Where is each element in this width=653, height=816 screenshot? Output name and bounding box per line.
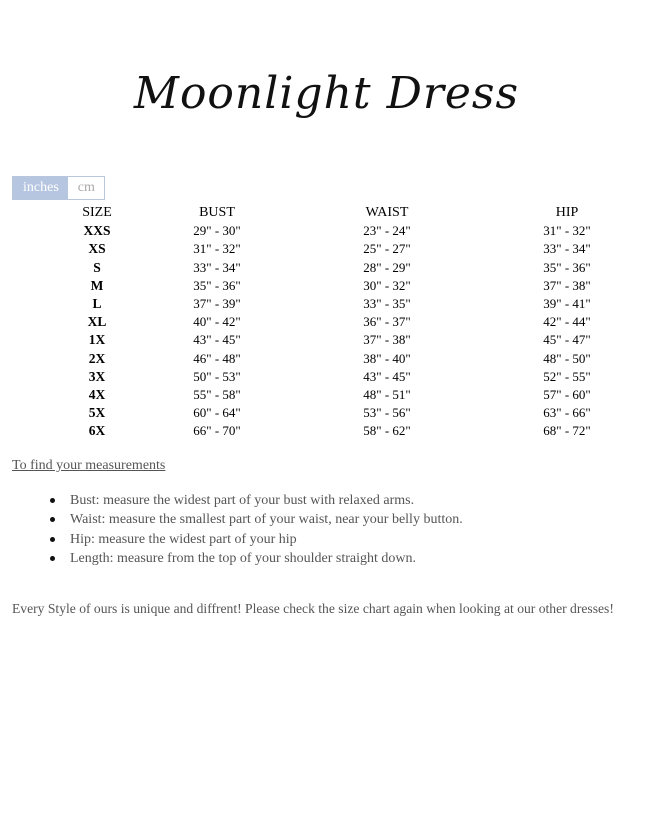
- unit-inches-tab[interactable]: inches: [13, 177, 68, 199]
- waist-cell: 48" - 51": [363, 387, 411, 403]
- table-row: [52, 259, 652, 277]
- hip-cell: 57" - 60": [543, 387, 591, 403]
- header-bust: BUST: [199, 205, 235, 220]
- waist-cell: 37" - 38": [363, 332, 411, 348]
- hip-cell: 52" - 55": [543, 368, 591, 384]
- table-row: [52, 313, 652, 331]
- bust-cell: 50" - 53": [193, 368, 241, 384]
- bust-cell: 29" - 30": [193, 223, 241, 239]
- hip-cell: 42" - 44": [543, 314, 591, 330]
- list-item: [70, 491, 463, 510]
- bullet-icon: [50, 537, 55, 542]
- tip-text: Length: measure from the top of your shoulder straight down.: [70, 550, 417, 566]
- bust-cell: 33" - 34": [193, 259, 241, 275]
- waist-cell: 43" - 45": [363, 368, 411, 384]
- tip-text: Bust: measure the widest part of your bust with relaxed arms.: [70, 493, 415, 508]
- page-title: Moonlight Dress: [133, 68, 520, 119]
- waist-cell: 23" - 24": [363, 223, 411, 239]
- table-row: [52, 295, 652, 313]
- measurements-link[interactable]: To find your measurements: [12, 458, 166, 473]
- waist-cell: 36" - 37": [363, 314, 411, 330]
- header-hip: HIP: [555, 205, 579, 220]
- size-cell: XS: [88, 241, 106, 257]
- hip-cell: 63" - 66": [543, 405, 591, 421]
- size-cell: M: [90, 277, 104, 293]
- bust-cell: 31" - 32": [193, 241, 241, 257]
- hip-cell: 35" - 36": [543, 259, 591, 275]
- tip-text: Hip: measure the widest part of your hip: [70, 531, 297, 547]
- size-cell: 3X: [88, 368, 106, 384]
- size-cell: XL: [87, 314, 107, 330]
- hip-cell: 45" - 47": [543, 332, 591, 348]
- bust-cell: 43" - 45": [193, 332, 241, 348]
- hip-cell: 48" - 50": [543, 350, 591, 366]
- hip-cell: 37" - 38": [543, 277, 591, 293]
- hip-cell: 31" - 32": [543, 223, 591, 239]
- hip-cell: 33" - 34": [543, 241, 591, 257]
- list-item: [70, 530, 463, 549]
- size-chart-table: [52, 204, 652, 441]
- bust-cell: 40" - 42": [193, 314, 241, 330]
- size-cell: 1X: [88, 332, 106, 348]
- table-row: [52, 386, 652, 404]
- size-cell: L: [92, 296, 102, 312]
- header-size: SIZE: [82, 205, 112, 220]
- waist-cell: 38" - 40": [363, 350, 411, 366]
- waist-cell: 30" - 32": [363, 277, 411, 293]
- table-header-row: [52, 204, 652, 222]
- size-cell: XXS: [83, 223, 111, 239]
- bust-cell: 66" - 70": [193, 423, 241, 439]
- size-cell: 4X: [88, 387, 106, 403]
- size-table-body: [52, 222, 652, 440]
- table-row: [52, 277, 652, 295]
- bust-cell: 55" - 58": [193, 387, 241, 403]
- hip-cell: 39" - 41": [543, 296, 591, 312]
- waist-cell: 25" - 27": [363, 241, 411, 257]
- size-cell: 6X: [88, 423, 106, 439]
- bust-cell: 35" - 36": [193, 277, 241, 293]
- table-row: [52, 240, 652, 258]
- list-item: [70, 549, 463, 568]
- list-item: [70, 510, 463, 529]
- table-row: [52, 368, 652, 386]
- bust-cell: 60" - 64": [193, 405, 241, 421]
- size-note: Every Style of ours is unique and diffrent! Please check the size chart again when looking at our other dresses!: [12, 601, 614, 616]
- bust-cell: 46" - 48": [193, 350, 241, 366]
- bullet-icon: [50, 517, 55, 522]
- size-cell: 2X: [88, 350, 106, 366]
- unit-cm-tab[interactable]: cm: [68, 177, 104, 199]
- waist-cell: 33" - 35": [363, 296, 411, 312]
- size-cell: 5X: [88, 405, 106, 421]
- header-waist: WAIST: [365, 205, 409, 220]
- waist-cell: 58" - 62": [363, 423, 411, 439]
- bust-cell: 37" - 39": [193, 296, 241, 312]
- table-row: [52, 422, 652, 440]
- table-row: [52, 404, 652, 422]
- waist-cell: 53" - 56": [363, 405, 411, 421]
- table-row: [52, 350, 652, 368]
- bullet-icon: [50, 556, 55, 561]
- waist-cell: 28" - 29": [363, 259, 411, 275]
- size-cell: S: [93, 259, 101, 275]
- table-row: [52, 331, 652, 349]
- measurement-tips-list: [70, 491, 463, 568]
- table-row: [52, 222, 652, 240]
- tip-text: Waist: measure the smallest part of your waist, near your belly button.: [70, 512, 463, 528]
- hip-cell: 68" - 72": [543, 423, 591, 439]
- bullet-icon: [50, 498, 55, 503]
- unit-toggle: [12, 176, 105, 200]
